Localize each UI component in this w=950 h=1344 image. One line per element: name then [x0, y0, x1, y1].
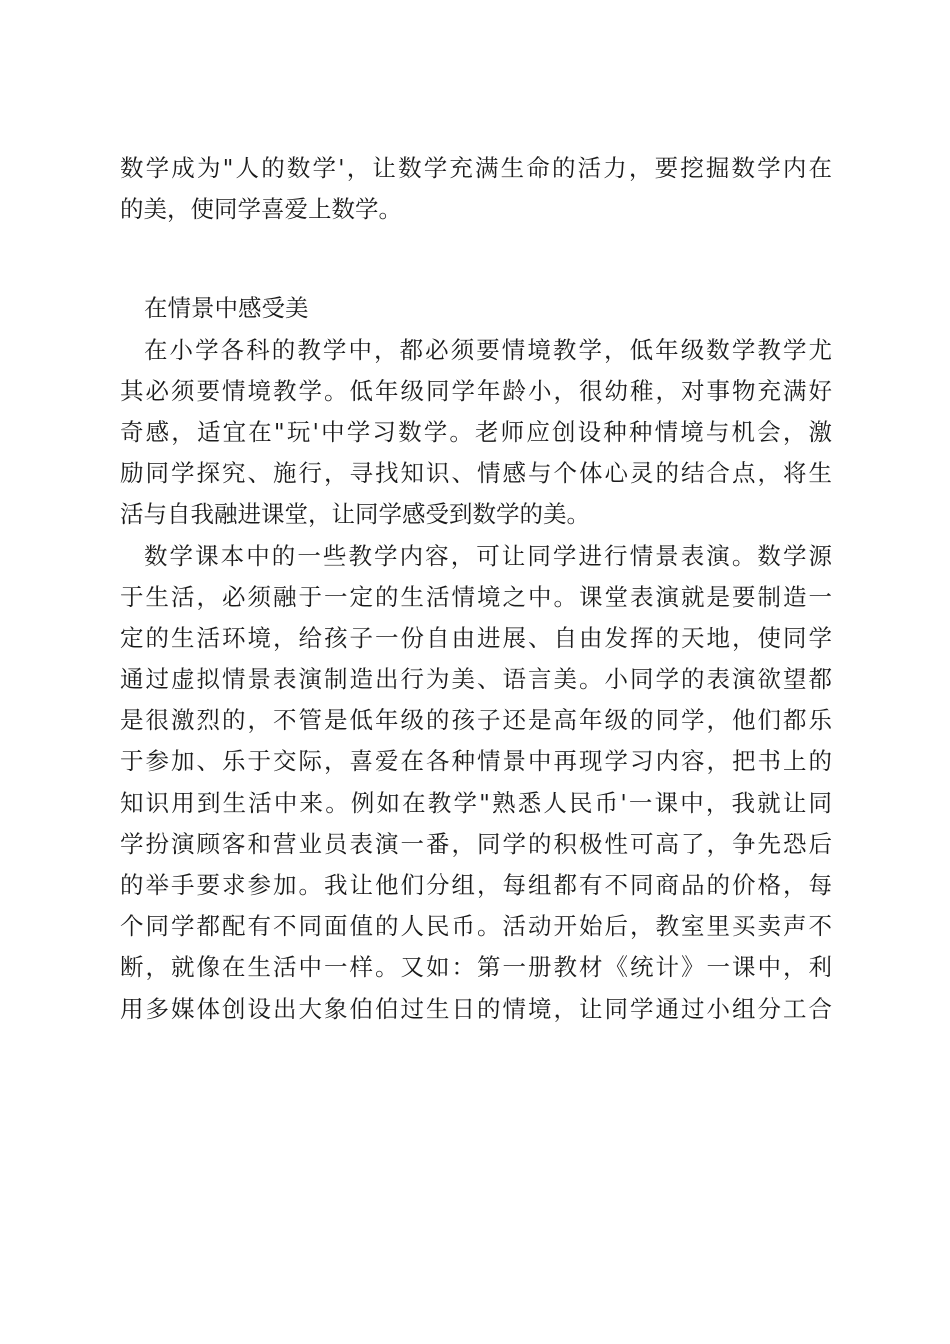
text-line: 数学课本中的一些教学内容，可让同学进行情景表演。数学源 [144, 541, 832, 570]
text-line: 于生活，必须融于一定的生活情境之中。课堂表演就是要制造一 [120, 582, 832, 611]
body-paragraph-1 [120, 330, 832, 536]
body-paragraph-2 [120, 536, 832, 1030]
text-line: 通过虚拟情景表演制造出行为美、语言美。小同学的表演欲望都 [120, 665, 832, 694]
intro-paragraph [120, 148, 832, 230]
section-heading [120, 288, 832, 329]
text-line: 定的生活环境，给孩子一份自由进展、自由发挥的天地，使同学 [120, 623, 832, 652]
text-line: 其必须要情境教学。低年级同学年龄小，很幼稚，对事物充满好 [120, 376, 832, 405]
text-line: 用多媒体创设出大象伯伯过生日的情境，让同学通过小组分工合 [120, 994, 832, 1023]
text-line: 个同学都配有不同面值的人民币。活动开始后，教室里买卖声不 [120, 912, 832, 941]
text-line: 奇感，适宜在"玩'中学习数学。老师应创设种种情境与机会，激 [120, 417, 832, 446]
text-line: 断，就像在生活中一样。又如：第一册教材《统计》一课中，利 [120, 953, 832, 982]
text-line: 知识用到生活中来。例如在教学"熟悉人民币'一课中，我就让同 [120, 788, 832, 817]
section-heading-text: 在情景中感受美 [144, 294, 309, 323]
text-line: 励同学探究、施行，寻找知识、情感与个体心灵的结合点，将生 [120, 459, 832, 488]
text-line: 的美，使同学喜爱上数学。 [120, 195, 402, 224]
text-line: 于参加、乐于交际，喜爱在各种情景中再现学习内容，把书上的 [120, 747, 832, 776]
text-line: 是很激烈的，不管是低年级的孩子还是高年级的同学，他们都乐 [120, 706, 832, 735]
text-line: 数学成为"人的数学'，让数学充满生命的活力，要挖掘数学内在 [120, 154, 832, 182]
text-line: 的举手要求参加。我让他们分组，每组都有不同商品的价格，每 [120, 871, 832, 899]
document-page [120, 148, 832, 1030]
text-line: 在小学各科的教学中，都必须要情境教学，低年级数学教学尤 [144, 335, 832, 364]
text-line: 活与自我融进课堂，让同学感受到数学的美。 [120, 500, 590, 529]
text-line: 学扮演顾客和营业员表演一番，同学的积极性可高了，争先恐后 [120, 829, 832, 858]
paragraph-gap [120, 230, 832, 288]
